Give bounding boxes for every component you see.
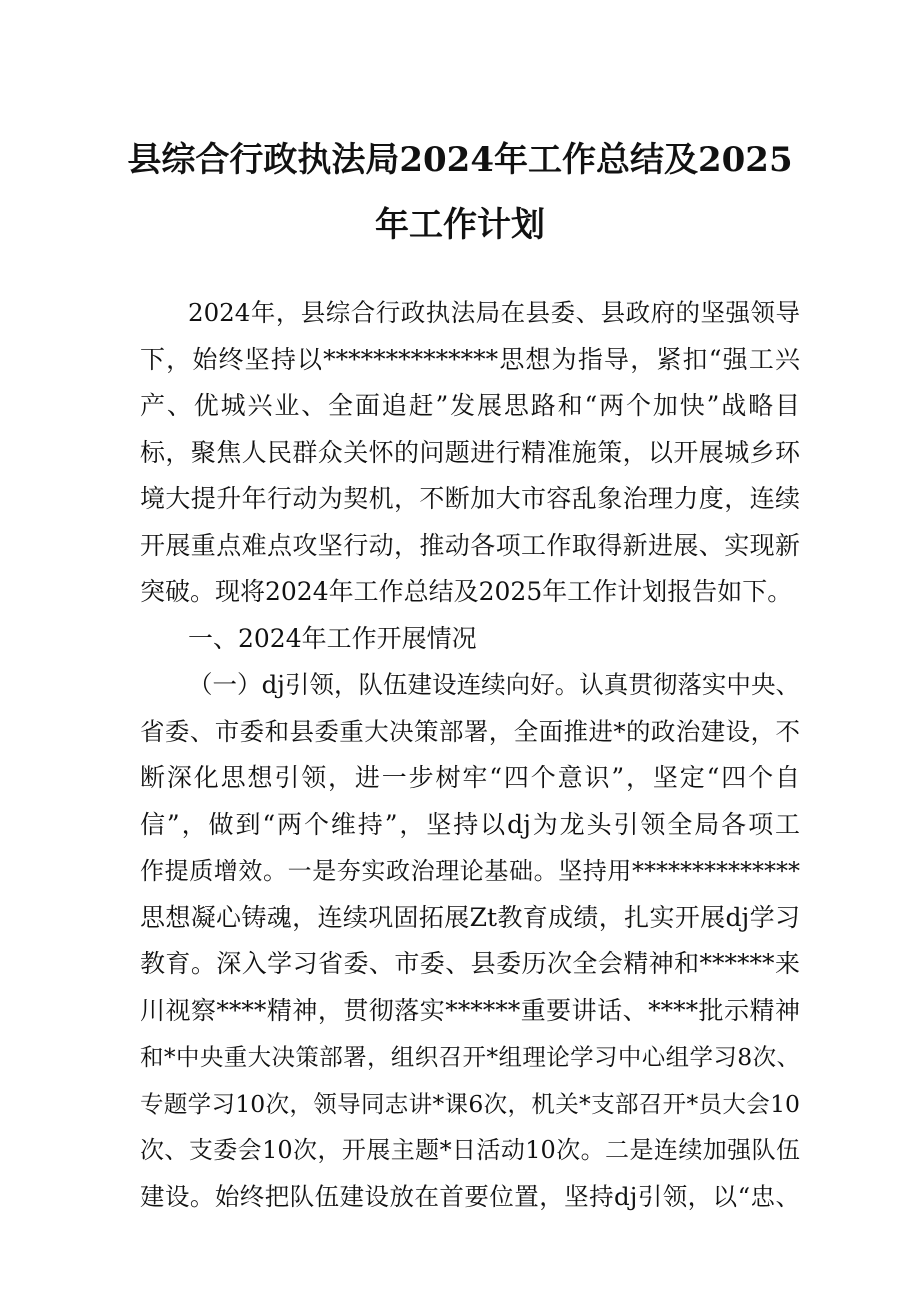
paragraph-line: 省委、市委和县委重大决策部署，全面推进*的政治建设，不	[140, 716, 800, 746]
paragraph-line: 标，聚焦人民群众关怀的问题进行精准施策，以开展城乡环	[140, 437, 800, 467]
paragraph-line: 开展重点难点攻坚行动，推动各项工作取得新进展、实现新	[140, 530, 800, 560]
paragraph-line: 专题学习10次，领导同志讲*课6次，机关*支部召开*员大会10	[140, 1089, 800, 1118]
paragraph-line: 2024年，县综合行政执法局在县委、县政府的坚强领导	[188, 298, 800, 327]
document-title-line-1: 县综合行政执法局2024年工作总结及2025	[127, 140, 793, 180]
document-title-line-2: 年工作计划	[375, 205, 545, 245]
paragraph-line: 思想凝心铸魂，连续巩固拓展Zt教育成绩，扎实开展dj学习	[140, 902, 800, 932]
paragraph-line: 建设。始终把队伍建设放在首要位置，坚持dj引领，以“忠、	[140, 1181, 800, 1211]
paragraph-line: （一）dj引领，队伍建设连续向好。认真贯彻落实中央、	[188, 670, 800, 699]
paragraph-line: 产、优城兴业、全面追赶”发展思路和“两个加快”战略目	[140, 391, 800, 420]
paragraph-line: 断深化思想引领，进一步树牢“四个意识”，坚定“四个自	[140, 763, 800, 792]
paragraph-line: 突破。现将2024年工作总结及2025年工作计划报告如下。	[140, 577, 793, 606]
paragraph-line: 境大提升年行动为契机，不断加大市容乱象治理力度，连续	[140, 484, 800, 513]
paragraph-line: 作提质增效。一是夯实政治理论基础。坚持用**************	[140, 857, 800, 885]
paragraph-line: 和*中央重大决策部署，组织召开*组理论学习中心组学习8次、	[140, 1043, 800, 1071]
paragraph-line: 川视察****精神，贯彻落实******重要讲话、****批示精神	[140, 995, 800, 1025]
paragraph-line: 信”，做到“两个维持”，坚持以dj为龙头引领全局各项工	[140, 809, 800, 839]
section-heading: 一、2024年工作开展情况	[188, 623, 477, 653]
paragraph-line: 下，始终坚持以**************思想为指导，紧扣“强工兴	[140, 344, 800, 374]
document-body	[140, 290, 800, 1220]
paragraph-line: 次、支委会10次，开展主题*日活动10次。二是连续加强队伍	[140, 1136, 800, 1164]
paragraph-line: 教育。深入学习省委、市委、县委历次全会精神和******来	[140, 949, 800, 978]
